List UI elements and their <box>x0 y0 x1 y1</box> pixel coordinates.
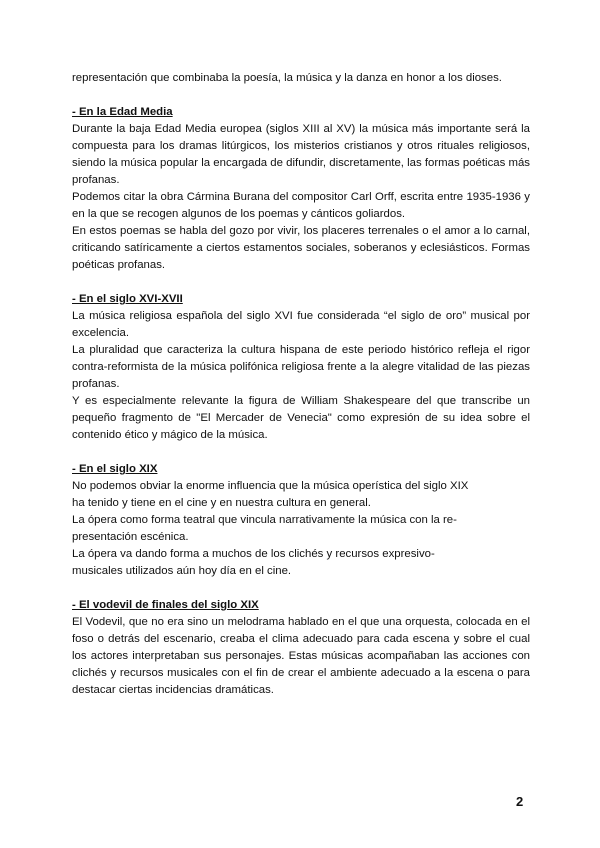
document-body <box>72 70 530 699</box>
vodevil-paragraph: El Vodevil, que no era sino un melodrama hablado en el que una orquesta, colocada en el foso o detrás del escenario, creaba el clima adecuado para cada escena y sobre el cual los actores interpretaban sus personajes. Estas músicas acompañaban las acciones con clichés y recursos musicales con el fin de crear el ambiente adecuado a la escena o para destacar ciertas incidencias dramáticas. <box>72 616 530 696</box>
edad-media-paragraph-1: Durante la baja Edad Media europea (siglos XIII al XV) la música más importante será la compuesta para los dramas litúrgicos, los misterios cristianos y otros rituales religiosos, siendo la música popular la encargada de difundir, discretamente, las formas poéticas más profanas. <box>72 123 530 186</box>
siglo-xix-line-4: presentación escénica. <box>72 531 189 543</box>
siglo-xix-line-5: La ópera va dando forma a muchos de los clichés y recursos expresivo- <box>72 548 435 560</box>
siglo-xix-line-1: No podemos obviar la enorme influencia que la música operística del siglo XIX <box>72 480 469 492</box>
edad-media-paragraph-3: En estos poemas se habla del gozo por vivir, los placeres terrenales o el amor a lo carnal, criticando satíricamente a ciertos estamentos sociales, soberanos y eclesiásticos. Formas poéticas profanas. <box>72 225 530 271</box>
heading-siglo-xvi-xvii: - En el siglo XVI-XVII <box>72 293 183 305</box>
edad-media-paragraph-2: Podemos citar la obra Cármina Burana del compositor Carl Orff, escrita entre 1935-1936 y en la que se recogen algunos de los poemas y cánticos goliardos. <box>72 191 530 220</box>
siglo-xvi-paragraph-1: La música religiosa española del siglo XVI fue considerada “el siglo de oro” musical por excelencia. <box>72 310 530 339</box>
siglo-xvi-paragraph-2: La pluralidad que caracteriza la cultura hispana de este periodo histórico refleja el rigor contra-reformista de la música polifónica religiosa frente a la alegre vitalidad de las piezas profanas. <box>72 344 530 390</box>
siglo-xix-line-3: La ópera como forma teatral que vincula narrativamente la música con la re- <box>72 514 457 526</box>
siglo-xix-line-6: musicales utilizados aún hoy día en el cine. <box>72 565 292 577</box>
page-number: 2 <box>516 794 524 809</box>
siglo-xvi-paragraph-3: Y es especialmente relevante la figura de William Shakespeare del que transcribe un pequeño fragmento de "El Mercader de Venecia" como expresión de su idea sobre el contenido ético y mágico de la música. <box>72 395 530 441</box>
heading-edad-media: - En la Edad Media <box>72 106 173 118</box>
heading-vodevil: - El vodevil de finales del siglo XIX <box>72 599 259 611</box>
siglo-xix-line-2: ha tenido y tiene en el cine y en nuestra cultura en general. <box>72 497 371 509</box>
heading-siglo-xix: - En el siglo XIX <box>72 463 158 475</box>
intro-paragraph: representación que combinaba la poesía, la música y la danza en honor a los dioses. <box>72 72 502 84</box>
